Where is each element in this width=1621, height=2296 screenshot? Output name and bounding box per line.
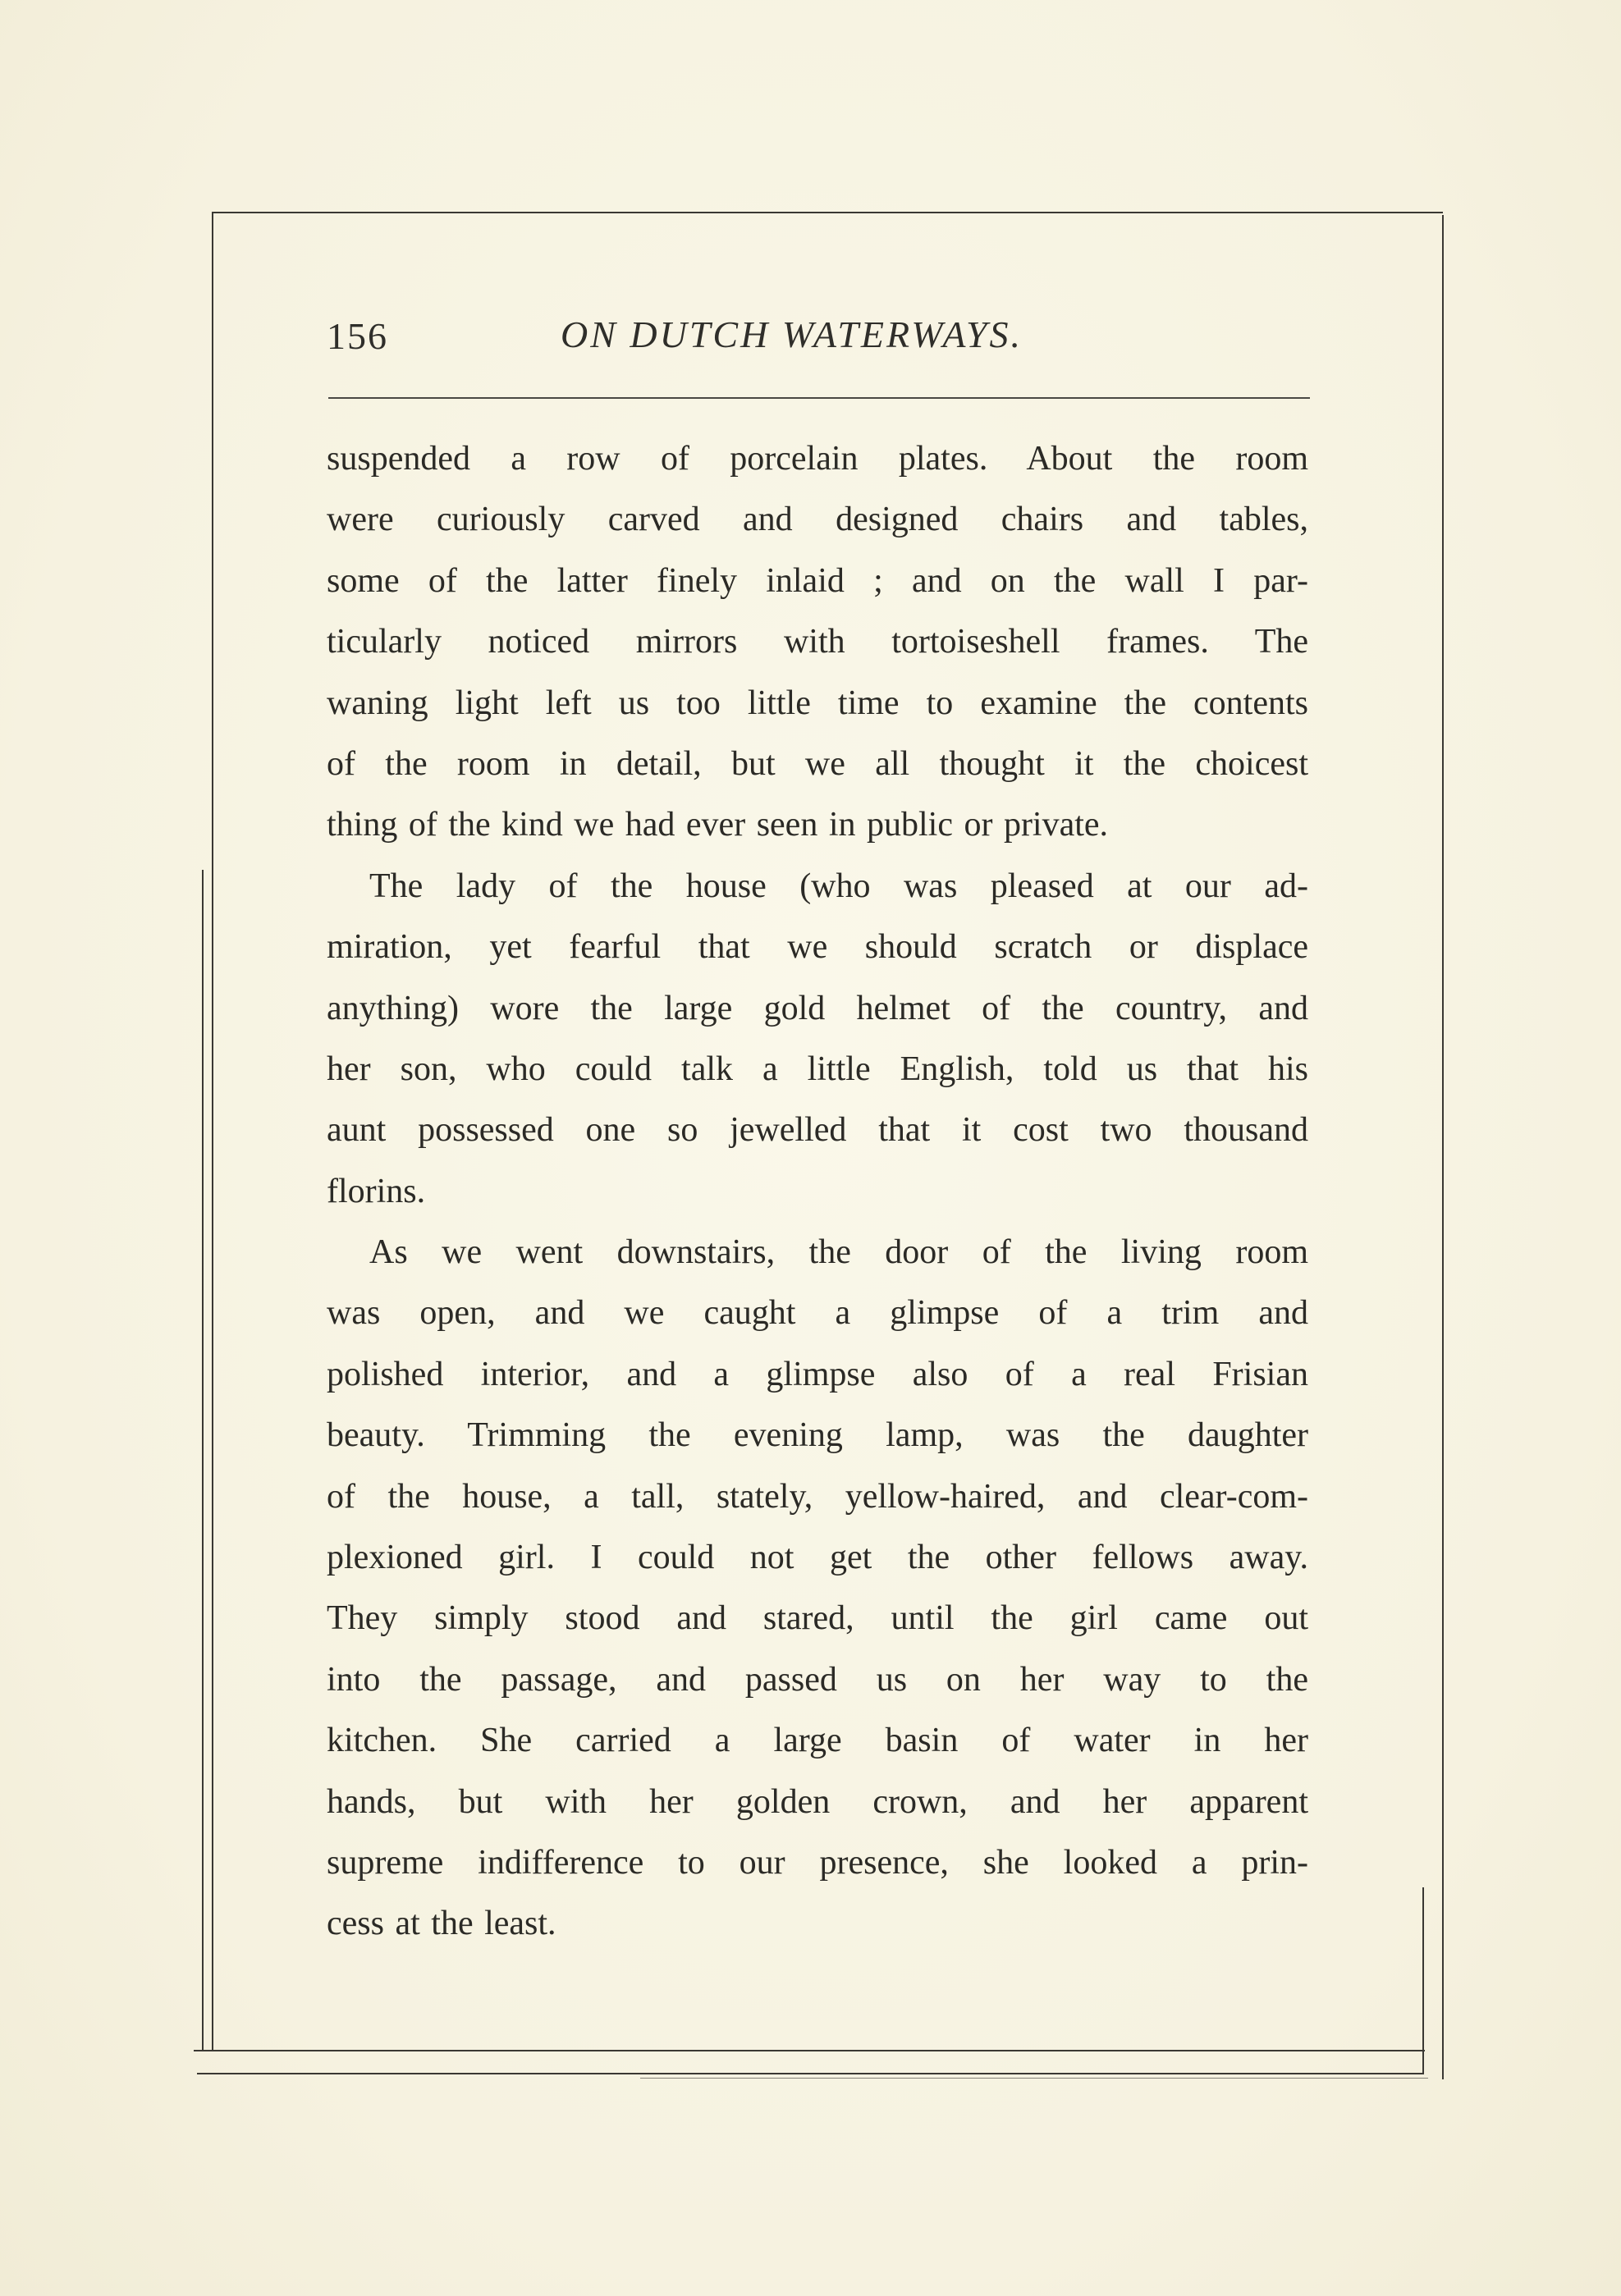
text-line: waning light left us too little time to examine the contents [327,684,1308,722]
frame-bottom-shadow-border [640,2078,1428,2079]
paragraph-start-line: As we went downstairs, the door of the living room [369,1233,1308,1272]
text-line: into the passage, and passed us on her way to the [327,1660,1308,1699]
text-line: plexioned girl. I could not get the other fellows away. [327,1539,1308,1577]
frame-bottom-outer-border [197,2073,1424,2074]
text-line: of the room in detail, but we all thought it the choicest [327,744,1308,783]
text-line: kitchen. She carried a large basin of water in her [327,1722,1308,1760]
text-line: of the house, a tall, stately, yellow-haired, and clear-com- [327,1477,1308,1516]
page-header [327,308,1312,365]
text-line: miration, yet fearful that we should scratch or displace [327,928,1308,967]
page-number: 156 [327,315,388,357]
text-line: thing of the kind we had ever seen in public or private. [327,806,1109,844]
frame-left-border [212,212,213,2050]
text-line: anything) wore the large gold helmet of the country, and [327,989,1308,1027]
text-line: florins. [327,1172,426,1210]
text-line: aunt possessed one so jewelled that it cost two thousand [327,1111,1308,1150]
running-head: ON DUTCH WATERWAYS. [561,313,1023,355]
frame-top-border [212,212,1443,213]
text-line: ticularly noticed mirrors with tortoiseshell frames. The [327,623,1308,661]
text-line: was open, and we caught a glimpse of a trim and [327,1294,1308,1333]
text-line: beauty. Trimming the evening lamp, was the daughter [327,1416,1308,1455]
text-line: suspended a row of porcelain plates. About the room [327,440,1308,478]
text-line: polished interior, and a glimpse also of a real Frisian [327,1355,1308,1393]
text-line: supreme indifference to our presence, she looked a prin- [327,1843,1308,1882]
text-line: cess at the least. [327,1905,556,1943]
text-line: were curiously carved and designed chairs and tables, [327,501,1308,539]
paragraph-start-line: The lady of the house (who was pleased at our ad- [369,867,1308,905]
body-text [327,428,1308,1955]
text-line: some of the latter finely inlaid ; and on the wall I par- [327,561,1308,600]
text-line: hands, but with her golden crown, and her apparent [327,1782,1308,1821]
frame-left-inner-border [202,870,204,2051]
frame-bottom-border [194,2050,1425,2051]
text-line: They simply stood and stared, until the girl came out [327,1599,1308,1638]
text-line: her son, who could talk a little English, told us that his [327,1050,1308,1088]
frame-right-inner-border [1422,1887,1424,2074]
header-rule [328,397,1310,399]
frame-right-border [1442,215,1444,2079]
